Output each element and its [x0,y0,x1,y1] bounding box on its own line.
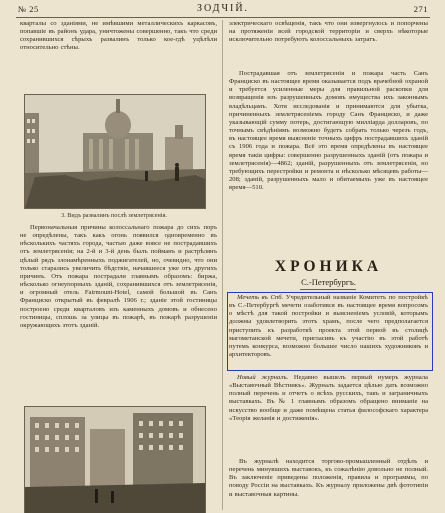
page-header [18,4,428,16]
selection-highlight-box [227,292,433,371]
issue-number: № 25 [18,4,39,14]
city-street-photo [24,406,206,513]
left-top-paragraph: кварталы со зданіями, не имѣвшими металлическихъ каркасовъ, попавшіе въ районъ удара, уничтожены совершенно, такъ что среди сохранившихся сѣрыхъ развалинъ только кое-гдѣ уцѣлѣли относительно стѣны. [20,20,217,52]
header-rule [16,17,430,18]
column-separator [222,20,223,510]
chronicle-heading: ХРОНИКА [274,258,383,275]
right-top-paragraph: электрическаго освѣщенія, такъ что они извергнулось и попорчены на протяженіи всей городской территоріи и сверхъ нѣкоторые исключительно потребуютъ колоссальныхъ затратъ. [229,20,428,44]
earthquake-ruins-photo [24,94,206,209]
page-number: 271 [413,4,428,14]
new-journal-text: Недавно вышелъ первый нумеръ журнала «Выставочный Вѣстникъ». Журналъ задается цѣлью дать возможно полный перечень и отчетъ о всѣхъ русскихъ, такъ и заграничныхъ выставкахъ. Въ № 1 главнымъ образомъ обращено вниманіе на искусство вообще и даже помѣщена статья философскаго характера «Теорія желанія и достиженія». [229,374,428,422]
new-journal-lead: Новый журналъ. [237,374,289,381]
chronicle-place: С.-Петербургъ. [301,277,356,287]
right-statistics-paragraph: Пострадавшая отъ землетрясенія и пожара часть Санъ Франциско въ настоящее время оказывается подъ врачебной охраной и требуется усиленные меры для правильной раскопки для возвращенія изъ разрушенныхъ домовъ имущества ихъ законнымъ владѣльцамъ. Хотя исследованія и принимаются для убытка, причиненныхъ землетрясеніемъ городу Санъ Франциско, и даже указывающій сумму потерь, достигающую милліарда долларовъ, по точнымъ свѣдѣніямъ возможно будетъ собрать только черезъ годъ, въ настоящее время выясненіе точныхъ цифръ пострадавшихъ зданій съ 1906 года и пожара. Всё это время опредѣлены въ настоящее время такія цифры: совершенно разрушенныхъ зданій (отъ пожара и землетрясенія)—4862; зданій, разрушенныхъ отъ землетрясенія, но требующихъ перестройки и ремонта и нѣсколько мѣсяцевъ работы—208; зданій, разрушенныхъ мало и обитаемыхъ уже въ настоящее время—510. [229,70,428,192]
journal-title: ЗОДЧІЙ. [196,3,250,14]
left-mid-paragraph: Первоначальныя причины колоссальнаго пожара до сихъ поръ не опредѣлены, такъ какъ огонь появился одновременно въ нѣсколькихъ частяхъ города, частью даже вовсе не пострадавшихъ отъ землетрясенія; на 2-й и 3-й день былъ пойманъ и растрѣлянъ цѣлый рядъ злонамѣренныхъ поджигателей, но, очевидно, что они только старались увеличить бѣдствіе, начавшееся уже отъ другихъ причинъ. Отъ пожара пострадали главнымъ образомъ: биржа, нѣсколько огнеупорныхъ зданій, сохранившихся отъ землетрясенія, и огромный отель Fairmount-Hotel, самой большой въ Санъ Франциско открытый въ февралѣ 1906 г.; зданіе этой гостиницы построено среди кварталовъ изъ каменныхъ домовъ и обнесено гостиницы, сплошь за улицы въ пожарѣ, въ пожарѣ разрушеніи окружающихъ этотъ зданій. [20,224,217,329]
journal-contents-paragraph: Въ журналѣ находится торгово-промышленный отдѣлъ и перечень минувшихъ выставокъ, къ сожалѣнію довольно не полный. Въ заключеніе приведены положенія, правила и программы, по поводу Россіи на выставкахъ. Къ журналу приложены двѣ фототипіи и выставочныя картины. [229,458,428,498]
chronicle-rule [300,289,356,290]
new-journal-paragraph [229,374,428,456]
mosque-news-text: Учредительный названіе Комитетъ по постройкѣ въ С.-Петербургѣ мечети озаботився въ настоящее время вопросомъ о мѣстѣ для такой постройки и выясненіемъ условій, которымъ должны удовлетворить этотъ храмъ, после чего предполагается приступить къ разработкѣ проекта этой первой въ столицѣ магометанской мечети, пригласивъ къ участію въ этой работѣ путемъ конкурса, возможно большее число нашихъ художниковъ и архитекторовъ. [229,294,428,359]
photo-caption-1: 3. Видъ развалинъ послѣ землетрясенія. [61,212,167,219]
mosque-news-lead: Мечеть въ Спб. [237,294,284,301]
